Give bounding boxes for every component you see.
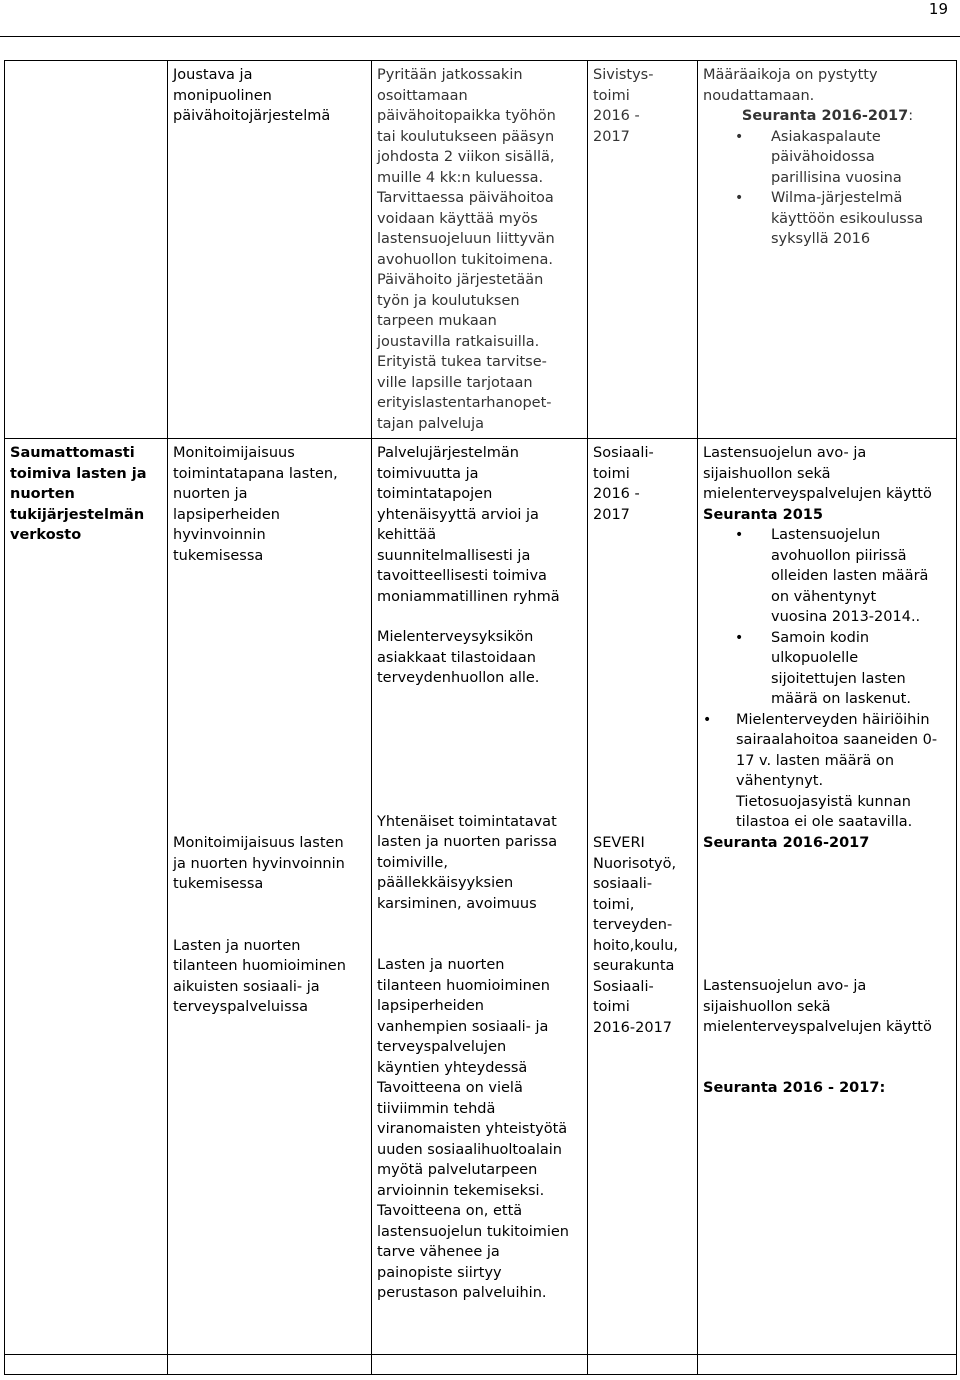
row2-measure-cell: Monitoimijaisuus toimintatapana lasten, nuorten ja lapsiperheiden hyvinvoinnin tukemisessa Monitoimijaisuus lasten ja nuorten hyvinvoinnin tukemisessa Lasten ja nuorten tilanteen huomioiminen aikuisten sosiaali- ja terveyspalveluissa <box>168 439 372 1355</box>
row1-followup-label: Seuranta 2016-2017 <box>741 108 909 124</box>
row2-followup-list-b <box>703 710 952 792</box>
list-item: • Lastensuojelun avohuollon piirissä olleiden lasten määrä on vähentynyt vuosina 2013-2014.. <box>703 525 952 628</box>
row1-responsible-cell: Sivistys- toimi 2016 - 2017 <box>588 61 698 439</box>
row2-followup-cell: Lastensuojelun avo- ja sijaishuollon sekä mielenterveyspalvelujen käyttö Seuranta 2015 • Lastensuojelun avohuollon piirissä olleiden lasten määrä on vähentynyt vuosina 2013-2014.. • Samoin kodin ulkopuolelle sijoitettujen lasten määrä on laskenut. • Mielenterveyden häiriöihin sairaalahoitoa saaneiden 0- 17 v. lasten määrä on vähentynyt. Tietosuojasyistä kunnan tilastoa ei ole saatavilla. Seuranta 2016-2017 Lastensuojelun avo- ja sijaishuollon sekä mielenterveyspalvelujen käyttö Seuranta 2016 - 2017: <box>698 439 957 1355</box>
page-number: 19 <box>928 0 948 18</box>
table-row <box>5 1355 957 1375</box>
row1-action-cell: Pyritään jatkossakin osoittamaan päivähoitopaikka työhön tai koulutukseen pääsyn johdosta 2 viikon sisällä, muille 4 kk:n kuluessa. Tarvittaessa päivähoitoa voidaan käyttää myös lastensuojeluun liittyvän avohuollon tukitoimena. Päivähoito järjestetään työn ja koulutuksen tarpeen mukaan joustavilla ratkaisuilla. Erityistä tukea tarvitse- ville lapsille tarjotaan erityislastentarhanopet- tajan palveluja <box>372 61 588 439</box>
row2-action-cell: Palvelujärjestelmän toimivuutta ja toimintatapojen yhtenäisyyttä arvioi ja kehittää suunnitelmallisesti ja tavoitteellisesti toimiva moniammatillinen ryhmä Mielenterveysyksikön asiakkaat tilastoidaan terveydenhuollon alle. Yhtenäiset toimintatavat lasten ja nuorten parissa toimiville, päällekkäisyyksien karsiminen, avoimuus Lasten ja nuorten tilanteen huomioiminen lapsiperheiden vanhempien sosiaali- ja terveyspalvelujen käyntien yhteydessä Tavoitteena on vielä tiiviimmin tehdä viranomaisten yhteistyötä uuden sosiaalihuoltoalain myötä palvelutarpeen arvioinnin tekemiseksi. Tavoitteena on, että lastensuojelun tukitoimien tarve vähenee ja painopiste siirtyy perustason palveluihin. <box>372 439 588 1355</box>
list-item: • Asiakaspalaute päivähoidossa parillisina vuosina <box>703 127 952 189</box>
row1-followup-intro: Määräaikoja on pystytty noudattamaan. <box>703 67 878 104</box>
plan-table <box>4 60 957 1375</box>
row2-followup-list-a <box>703 525 952 710</box>
list-item: • Mielenterveyden häiriöihin sairaalahoitoa saaneiden 0- 17 v. lasten määrä on vähentynyt. <box>703 710 952 792</box>
row1-goal-cell <box>5 61 168 439</box>
list-item: • Wilma-järjestelmä käyttöön esikoulussa syksyllä 2016 <box>703 188 952 250</box>
table-row <box>5 439 957 1355</box>
row2-note: Tietosuojasyistä kunnan tilastoa ei ole saatavilla. <box>736 793 913 830</box>
row1-followup-list <box>703 127 952 250</box>
row2-goal-cell: Saumattomasti toimiva lasten ja nuorten tukijärjestelmän verkosto <box>5 439 168 1355</box>
row2-responsible-cell: Sosiaali- toimi 2016 - 2017 SEVERI Nuorisotyö, sosiaali- toimi, terveyden- hoito,koulu, seurakunta Sosiaali- toimi 2016-2017 <box>588 439 698 1355</box>
header-rule <box>0 36 960 37</box>
table-row <box>5 61 957 439</box>
list-item: • Samoin kodin ulkopuolelle sijoitettujen lasten määrä on laskenut. <box>703 628 952 710</box>
row1-measure-cell: Joustava ja monipuolinen päivähoitojärjestelmä <box>168 61 372 439</box>
row1-followup-cell: Määräaikoja on pystytty noudattamaan. Seuranta 2016-2017: • Asiakaspalaute päivähoidossa parillisina vuosina • Wilma-järjestelmä käyttöön esikoulussa syksyllä 2016 <box>698 61 957 439</box>
